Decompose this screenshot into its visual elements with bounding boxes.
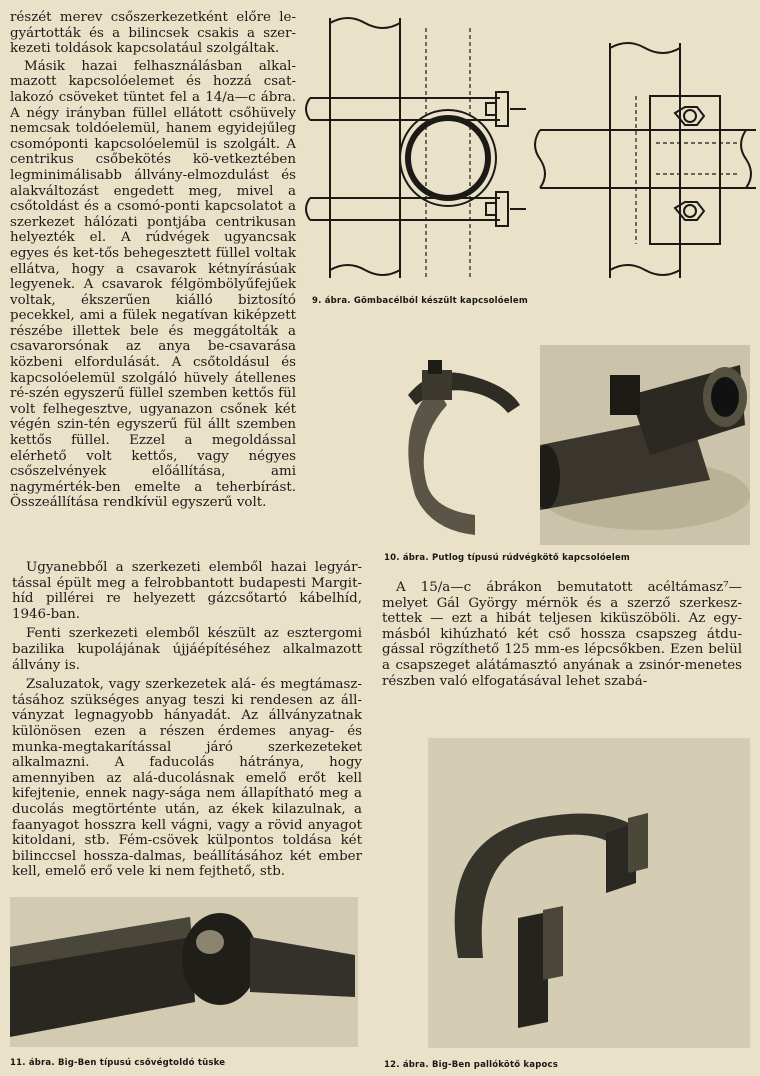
paragraph: Másik hazai felhasználásban alkal-mazott kapcsolóelemet és hozzá csat-lakozó csöveket tüntet fel a 14/a—c ábra. A négy irányban füllel ellátott csőhüvely nemcsak toldóelemül, hanem egyidejűleg csomóponti kapcsolóelemül is szolgált. A centrikus csőbekötés kö-vetkeztében legminimálisabb állvány-elmozdulást és alakváltozást engedett meg, mivel a csőtoldást és a csomó-ponti kapcsolatot a szerkezet hálózati pontjába centrikusan helyezték el. A rúdvégek ugyancsak egyes és ket-tős behegesztett füllel voltak ellátva, hogy a csavarok kétnyírásúak legyenek. A csavarok félgömbölyűfejűek voltak, ékszerűen kiálló biztosító pecekkel, ami a fülek negatívan kiképzett részébe illettek bele és meggátolták a csavarorsónak az anya be-csavarása közbeni elfordulását. A csőtoldásul és kapcsolóelemül szolgáló hüvely átellenes ré-szén egyszerű füllel szemben kettős fül volt felhegesztve, ugyanazon csőnek két végén szin-tén egyszerű fül állt szemben kettős füllel. Ezzel a megoldással elérhető volt kettős, vagy négyes csőszelvények előállítása, ami nagymérték-ben emelte a teherbírást. Összeállítása rendkívül egyszerű volt. [10, 58, 296, 511]
figure-11-caption: 11. ábra. Big-Ben típusú csővégtoldó tüske [10, 1058, 226, 1068]
paragraph: Ugyanebből a szerkezeti elemből hazai legyár-tással épült meg a felrobbantott budapesti Margit-híd pillérei re helyezett gázcsőtartó kábelhíd, 1946-ban. [12, 560, 362, 622]
figure-10-photo-left [380, 340, 530, 540]
spigot-image [10, 897, 358, 1047]
figure-10-caption: 10. ábra. Putlog típusú rúdvégkötő kapcsolóelem [384, 553, 630, 563]
figure-12-caption: 12. ábra. Big-Ben pallókötő kapocs [384, 1060, 559, 1070]
coupler-drawing [300, 8, 756, 290]
putlog-assembled-image [540, 345, 750, 545]
right-column-text [382, 580, 742, 689]
paragraph: Fenti szerkezeti elemből készült az esztergomi bazilika kupolájának újjáépítéséhez alkalmazott állvány is. [12, 626, 362, 673]
paragraph: Zsaluzatok, vagy szerkezetek alá- és megtámasz-tásához szükséges anyag teszi ki rendesen az áll-ványzat legnagyobb hányadát. Az állványzatnak különösen ezen a részen érdemes anyag- és munka-megtakarítással járó szerkezeteket alkalmazni. A faducolás hátránya, hogy amennyiben az alá-ducolásnak emelő erőt kell kifejtenie, ennek nagy-sága nem állapítható meg a ducolás megtörténte után, az ékek kilazulnak, a faanyagot hosszra kell vágni, vagy a rövid anyagot kitoldani, stb. Fém-csövek külpontos toldása két bilinccsel hossza-dalmas, beállításához két ember kell, emelő erő vele ki nem fejthető, stb. [12, 677, 362, 880]
board-clip-image [428, 738, 750, 1048]
figure-12-photo [428, 738, 750, 1048]
figure-10-photo-right [540, 345, 750, 545]
putlog-coupler-image [380, 340, 530, 540]
figure-9-caption: 9. ábra. Gömbacélból készült kapcsolóelem [312, 296, 528, 306]
figure-9-drawing [300, 8, 756, 290]
figure-11-photo [10, 897, 358, 1047]
lower-left-text [12, 560, 362, 884]
paragraph: részét merev csőszerkezetként előre le-gyártották és a bilincsek csakis a szer-kezeti toldások kapcsolatául szolgáltak. [10, 10, 296, 57]
left-column-text [10, 10, 296, 513]
paragraph: A 15/a—c ábrákon bemutatott acéltámasz⁷— melyet Gál György mérnök és a szerző szerkesz-tettek — ezt a hibát teljesen kiküszöböli. Az egy-másból kihúzható két cső hossza csapszeg átdu-gással rögzíthető 125 mm-es lépcsőkben. Ezen belül a csapszeget alátámasztó anyának a zsinór-menetes részben való elfogatásával lehet szabá- [382, 580, 742, 689]
